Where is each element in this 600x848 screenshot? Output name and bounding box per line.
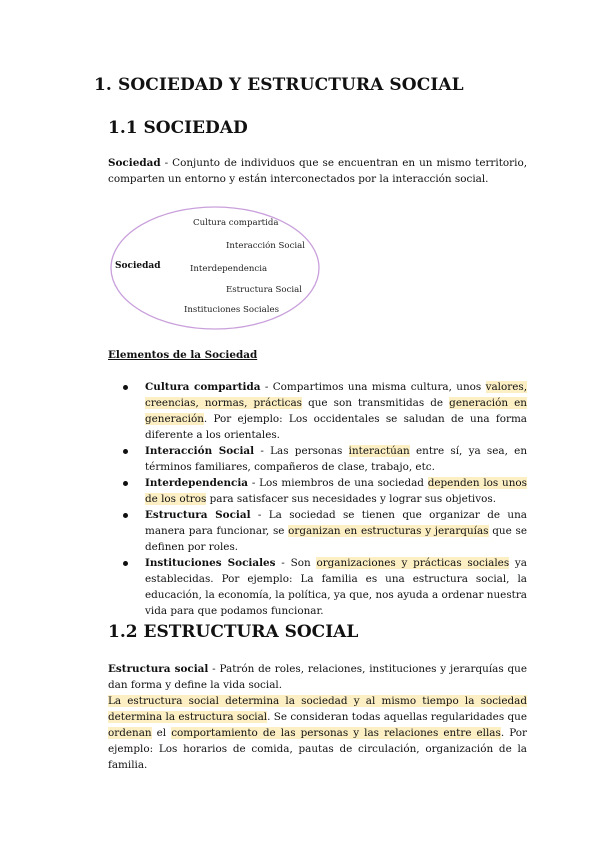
list-item-interdependencia — [108, 475, 527, 507]
diagram-item-instituciones: Instituciones Sociales — [184, 305, 280, 315]
item-term: Instituciones Sociales — [145, 557, 276, 569]
item-highlight: interactúan — [348, 445, 410, 457]
item-text: - Los miembros de una sociedad — [248, 477, 428, 489]
bullet-icon — [123, 385, 128, 390]
item-highlight: valores, creencias, normas, prácticas — [145, 381, 528, 409]
item-highlight: organizaciones y prácticas sociales — [316, 557, 510, 569]
item-text: que se definen por roles. — [145, 525, 527, 553]
list-item-cultura — [108, 379, 527, 443]
bullet-icon — [123, 561, 128, 566]
body-text: el — [151, 727, 172, 739]
body-text: . Se consideran todas aquellas regularidades que — [267, 711, 527, 723]
item-highlight: dependen los unos de los otros — [145, 477, 527, 505]
diagram-item-estructura: Estructura Social — [226, 285, 303, 295]
definition-text: - Patrón de roles, relaciones, instituciones y jerarquías que dan forma y define la vida social. — [108, 663, 527, 691]
bullet-icon — [123, 449, 128, 454]
item-text: . Por ejemplo: Los occidentales se saludan de una forma diferente a los orientales. — [145, 413, 527, 441]
body-text: . Por ejemplo: Los horarios de comida, pautas de circulación, organización de la familia. — [108, 727, 527, 771]
item-term: Cultura compartida — [145, 381, 261, 393]
section-heading-sociedad: 1.1 SOCIEDAD — [108, 118, 248, 138]
section-heading-estructura-social: 1.2 ESTRUCTURA SOCIAL — [108, 622, 359, 642]
diagram-center-label: Sociedad — [115, 261, 161, 271]
item-text: - Las personas — [254, 445, 349, 457]
definition-term: Estructura social — [108, 663, 209, 675]
list-item-interaccion — [108, 443, 527, 475]
bullet-icon — [123, 513, 128, 518]
sociedad-diagram — [110, 204, 322, 332]
elements-list — [108, 379, 527, 619]
item-text: - Son — [275, 557, 317, 569]
item-text: para satisfacer sus necesidades y lograr sus objetivos. — [206, 493, 497, 505]
document-title: 1. SOCIEDAD Y ESTRUCTURA SOCIAL — [94, 75, 464, 95]
item-text: que son transmitidas de — [301, 397, 450, 409]
item-text: - Compartimos una misma cultura, unos — [260, 381, 486, 393]
diagram-item-cultura: Cultura compartida — [193, 218, 279, 228]
highlight-text: La estructura social determina la sociedad y al mismo tiempo la sociedad determina la estructura social — [108, 695, 527, 723]
estructura-social-definition — [108, 661, 527, 773]
list-item-estructura — [108, 507, 527, 555]
list-item-instituciones — [108, 555, 527, 619]
diagram-item-interaccion: Interacción Social — [226, 241, 306, 251]
item-text: - La sociedad se tienen que organizar de una manera para funcionar, se — [145, 509, 527, 537]
elements-heading: Elementos de la Sociedad — [108, 349, 258, 361]
item-text: entre sí, ya sea, en términos familiares, compañeros de clase, trabajo, etc. — [145, 445, 528, 473]
definition-term: Sociedad — [108, 157, 161, 169]
diagram-item-interdependencia: Interdependencia — [190, 264, 268, 274]
highlight-text: comportamiento de las personas y las relaciones entre ellas — [171, 727, 501, 739]
highlight-text: ordenan — [108, 727, 152, 739]
sociedad-definition — [108, 155, 527, 187]
item-term: Estructura Social — [145, 509, 251, 521]
item-term: Interdependencia — [145, 477, 249, 489]
definition-text: - Conjunto de individuos que se encuentran en un mismo territorio, comparten un entorno y están interconectados por la interacción social. — [108, 157, 527, 185]
bullet-icon — [123, 481, 128, 486]
item-text: ya establecidas. Por ejemplo: La familia es una estructura social, la educación, la economía, la política, ya que, nos ayuda a ordenar nuestra vida para que podamos funcionar. — [145, 557, 527, 617]
item-highlight: organizan en estructuras y jerarquías — [288, 525, 489, 537]
item-highlight: generación en generación — [145, 397, 527, 425]
item-term: Interacción Social — [145, 445, 255, 457]
